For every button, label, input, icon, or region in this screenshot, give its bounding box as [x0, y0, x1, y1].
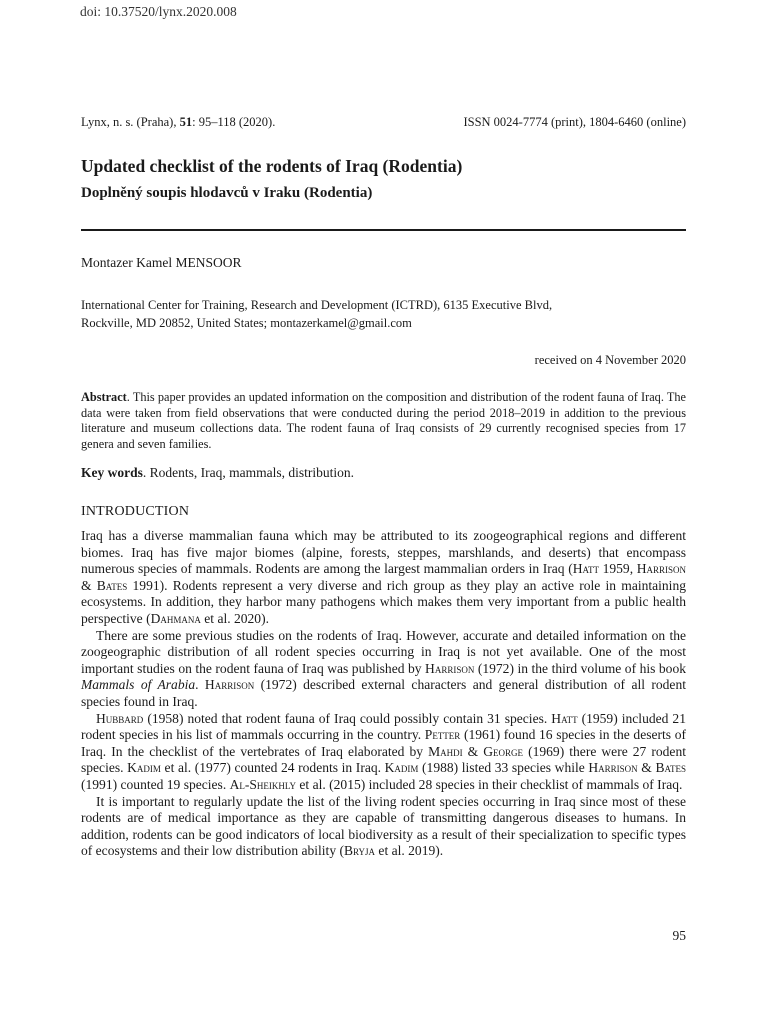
text-run: (1959) included 21 rodent species in his list of mammals occurring in the country. [81, 710, 686, 743]
paragraph-3 [81, 711, 686, 794]
text-run: Iraq has a diverse mammalian fauna which may be attributed to its zoogeographical regions and different biomes. Iraq has five major biomes (alpine, forests, steppes, marshlands, and deserts) that encompass numerous species of mammals. Rodents are among the largest mammalian orders in Iraq ( [81, 528, 686, 577]
text-run: et al. (1977) counted 24 rodents in Iraq. [160, 760, 385, 776]
author-ref: Kadim [127, 760, 161, 776]
author-affiliation [81, 296, 686, 332]
abstract [81, 390, 686, 452]
article-subtitle: Doplněný soupis hlodavců v Iraku (Rodentia) [81, 185, 373, 201]
text-run: (1961) found 16 species in the deserts of Iraq. In the checklist of the vertebrates of Iraq elaborated by [81, 727, 686, 759]
author-ref: Bryja [344, 843, 376, 859]
citation-prefix: Lynx, n. s. (Praha), [81, 115, 180, 129]
author-ref: Harrison & Bates [588, 760, 686, 776]
abstract-text: . This paper provides an updated information on the composition and distribution of the rodent fauna of Iraq. The data were taken from field observations that were conducted during the period 2018–2019 in addition to the previous literature and museum collections data. The rodent fauna of Iraq consists of 29 currently recognised species from 17 genera and seven families. [81, 390, 686, 451]
author-ref: Dahmana [150, 610, 201, 626]
author-ref: Harrison [204, 677, 255, 693]
author-ref: Mahdi & George [428, 743, 524, 759]
text-run: (1972) described external characters and general distribution of all rodent species found in Iraq. [81, 677, 686, 709]
text-run: (1969) there were 27 rodent species. [81, 743, 686, 776]
keywords-label: Key words [81, 465, 143, 480]
paragraph-4 [81, 794, 686, 860]
text-run: et al. (2015) included 28 species in their checklist of mammals of Iraq. [296, 776, 683, 792]
book-title: Mammals of Arabia [81, 677, 196, 693]
paragraph-2 [81, 628, 686, 711]
journal-citation [81, 115, 275, 130]
keywords-text: . Rodents, Iraq, mammals, distribution. [142, 465, 354, 480]
journal-header [81, 115, 686, 130]
affiliation-line-2: Rockville, MD 20852, United States; montazerkamel@gmail.com [81, 316, 412, 330]
volume-number: 51 [179, 115, 193, 129]
section-heading: INTRODUCTION [81, 504, 190, 519]
page-number: 95 [672, 928, 686, 943]
author-ref: Hubbard [96, 710, 144, 726]
issn: ISSN 0024-7774 (print), 1804-6460 (online) [463, 115, 686, 129]
author-ref: Harrison & Bates [81, 561, 686, 593]
text-run: (1991) counted 19 species. [81, 776, 230, 792]
text-run: (1988) listed 33 species while [418, 760, 589, 776]
received-date: received on 4 November 2020 [534, 353, 686, 367]
affiliation-line-1: International Center for Training, Research and Development (ICTRD), 6135 Executive Blvd, [81, 298, 553, 312]
author-ref: Petter [424, 727, 461, 743]
title-divider [81, 229, 686, 231]
text-run: et al. 2020). [200, 610, 269, 626]
text-run: 1991). Rodents represent a very diverse and rich group as they play an active role in maintaining ecosystems. In addition, they harbor many pathogens which makes them very important from a public health perspective ( [81, 577, 686, 626]
introduction-body [81, 528, 686, 860]
text-run: 1959, [599, 561, 637, 577]
author-ref: Al-Sheikhly [229, 776, 297, 792]
text-run: . [195, 677, 205, 693]
abstract-label: Abstract [81, 390, 127, 404]
citation-suffix: : 95–118 (2020). [192, 115, 276, 129]
author-ref: Hatt [572, 561, 599, 577]
author-name: Montazer Kamel MENSOOR [81, 255, 242, 270]
author-ref: Harrison [425, 660, 475, 676]
paragraph-1 [81, 528, 686, 628]
text-run: (1958) noted that rodent fauna of Iraq could possibly contain 31 species. [143, 710, 552, 726]
text-run: (1972) in the third volume of his book [474, 660, 686, 676]
doi-line: doi: 10.37520/lynx.2020.008 [80, 4, 237, 19]
text-run: It is important to regularly update the list of the living rodent species occurring in Iraq since most of these rodents are of medical importance as they are capable of transmitting dangerous diseases to humans. In addition, rodents can be good indicators of local biodiversity as a result of their specialization to specific types of ecosystems and their low distribution ability ( [81, 793, 686, 859]
text-run: There are some previous studies on the rodents of Iraq. However, accurate and detailed information on the zoogeographic distribution of all rodent species occurring in Iraq is not yet available. One of the most important studies on the rodent fauna of Iraq was published by [81, 627, 686, 676]
author-ref: Hatt [551, 710, 578, 726]
keywords [81, 465, 686, 481]
text-run: et al. 2019). [375, 843, 444, 859]
article-title: Updated checklist of the rodents of Iraq (Rodentia) [81, 156, 463, 176]
author-ref: Kadim [384, 760, 419, 776]
